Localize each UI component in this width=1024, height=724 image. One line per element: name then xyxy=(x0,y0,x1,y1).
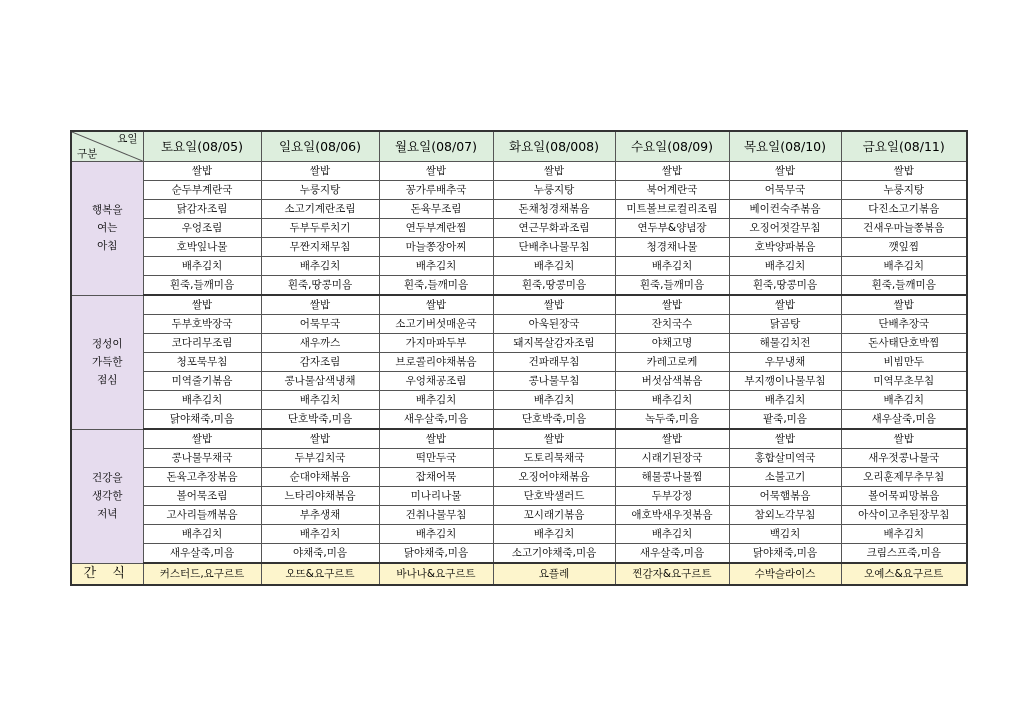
menu-cell: 꼬시래기볶음 xyxy=(493,506,615,525)
menu-cell: 누룽지탕 xyxy=(493,181,615,200)
breakfast-row xyxy=(71,276,967,296)
menu-cell: 돼지목살감자조림 xyxy=(493,334,615,353)
lunch-row xyxy=(71,315,967,334)
menu-cell: 쌀밥 xyxy=(841,295,967,315)
menu-cell: 쌀밥 xyxy=(493,429,615,449)
menu-cell: 브로콜리야채볶음 xyxy=(379,353,493,372)
menu-cell: 배추김치 xyxy=(493,391,615,410)
snack-cell: 오예스&요구르트 xyxy=(841,563,967,585)
menu-cell: 버섯삼색볶음 xyxy=(615,372,729,391)
menu-cell: 배추김치 xyxy=(261,391,379,410)
menu-cell: 배추김치 xyxy=(379,525,493,544)
menu-cell: 베이컨숙주볶음 xyxy=(729,200,841,219)
day-header-row xyxy=(71,131,967,162)
menu-cell: 북어계란국 xyxy=(615,181,729,200)
menu-cell: 배추김치 xyxy=(729,257,841,276)
menu-cell: 시래기된장국 xyxy=(615,449,729,468)
lunch-row xyxy=(71,372,967,391)
dinner-label xyxy=(71,429,143,563)
menu-cell: 호박잎나물 xyxy=(143,238,261,257)
menu-cell: 떡만두국 xyxy=(379,449,493,468)
meal-label-line: 건강을 xyxy=(92,472,123,484)
day-header: 일요일(08/06) xyxy=(261,131,379,162)
menu-cell: 소불고기 xyxy=(729,468,841,487)
lunch-row xyxy=(71,295,967,315)
menu-cell: 새우까스 xyxy=(261,334,379,353)
menu-cell: 연두부계란찜 xyxy=(379,219,493,238)
menu-cell: 닭곰탕 xyxy=(729,315,841,334)
menu-cell: 크림스프죽,미음 xyxy=(841,544,967,564)
menu-cell: 미나리나물 xyxy=(379,487,493,506)
menu-cell: 두부김치국 xyxy=(261,449,379,468)
dinner-row xyxy=(71,449,967,468)
menu-cell: 새우살죽,미음 xyxy=(379,410,493,430)
menu-cell: 새우살죽,미음 xyxy=(143,544,261,564)
menu-cell: 코다리무조림 xyxy=(143,334,261,353)
menu-cell: 느타리야채볶음 xyxy=(261,487,379,506)
menu-cell: 배추김치 xyxy=(379,391,493,410)
dinner-row xyxy=(71,429,967,449)
menu-cell: 순두부계란국 xyxy=(143,181,261,200)
menu-cell: 고사리들깨볶음 xyxy=(143,506,261,525)
menu-cell: 볼어묵피망볶음 xyxy=(841,487,967,506)
dinner-row xyxy=(71,525,967,544)
menu-cell: 쌀밥 xyxy=(143,429,261,449)
menu-cell: 청포묵무침 xyxy=(143,353,261,372)
menu-cell: 배추김치 xyxy=(615,525,729,544)
menu-cell: 다진소고기볶음 xyxy=(841,200,967,219)
menu-cell: 쌀밥 xyxy=(615,429,729,449)
menu-cell: 쌀밥 xyxy=(615,162,729,181)
menu-cell: 쌀밥 xyxy=(261,429,379,449)
breakfast-row xyxy=(71,162,967,181)
menu-cell: 팥죽,미음 xyxy=(729,410,841,430)
menu-cell: 미역줄기볶음 xyxy=(143,372,261,391)
meal-label-line: 점심 xyxy=(97,374,118,386)
breakfast-row xyxy=(71,257,967,276)
breakfast-row xyxy=(71,200,967,219)
menu-cell: 도토리묵채국 xyxy=(493,449,615,468)
snack-cell: 요플레 xyxy=(493,563,615,585)
lunch-row xyxy=(71,391,967,410)
day-header: 목요일(08/10) xyxy=(729,131,841,162)
menu-cell: 단호박죽,미음 xyxy=(261,410,379,430)
menu-cell: 배추김치 xyxy=(261,257,379,276)
menu-cell: 오징어젓갈무침 xyxy=(729,219,841,238)
meal-label-line: 행복을 xyxy=(92,204,123,217)
menu-cell: 닭야채죽,미음 xyxy=(143,410,261,430)
menu-cell: 소고기야채죽,미음 xyxy=(493,544,615,564)
corner-category-label: 구분 xyxy=(77,148,98,160)
menu-cell: 가지마파두부 xyxy=(379,334,493,353)
menu-cell: 두부호박장국 xyxy=(143,315,261,334)
snack-cell: 찐감자&요구르트 xyxy=(615,563,729,585)
menu-cell: 우엉채공조림 xyxy=(379,372,493,391)
meal-label-line: 여는 xyxy=(97,222,118,235)
menu-cell: 비빔만두 xyxy=(841,353,967,372)
menu-cell: 흰죽,들깨미음 xyxy=(143,276,261,296)
menu-cell: 쌀밥 xyxy=(379,429,493,449)
menu-cell: 닭감자조림 xyxy=(143,200,261,219)
menu-cell: 콩나물무채국 xyxy=(143,449,261,468)
menu-cell: 미역무초무침 xyxy=(841,372,967,391)
menu-cell: 감자조림 xyxy=(261,353,379,372)
meal-label-line: 정성이 xyxy=(92,338,123,350)
menu-cell: 배추김치 xyxy=(143,391,261,410)
menu-cell: 돈육무조림 xyxy=(379,200,493,219)
menu-cell: 누룽지탕 xyxy=(841,181,967,200)
menu-cell: 어묵무국 xyxy=(261,315,379,334)
menu-cell: 쌀밥 xyxy=(729,295,841,315)
menu-cell: 배추김치 xyxy=(841,391,967,410)
menu-cell: 닭야채죽,미음 xyxy=(379,544,493,564)
menu-cell: 새우젓콩나물국 xyxy=(841,449,967,468)
menu-cell: 애호박새우젓볶음 xyxy=(615,506,729,525)
snack-label: 간 식 xyxy=(71,563,143,585)
lunch-label xyxy=(71,295,143,429)
menu-cell: 누룽지탕 xyxy=(261,181,379,200)
menu-cell: 배추김치 xyxy=(493,525,615,544)
menu-cell: 깻잎찜 xyxy=(841,238,967,257)
dinner-row xyxy=(71,506,967,525)
menu-cell: 쌀밥 xyxy=(729,429,841,449)
menu-cell: 흰죽,땅콩미음 xyxy=(261,276,379,296)
day-header: 화요일(08/008) xyxy=(493,131,615,162)
lunch-row xyxy=(71,353,967,372)
menu-cell: 백김치 xyxy=(729,525,841,544)
menu-cell: 쌀밥 xyxy=(379,162,493,181)
menu-cell: 우엉조림 xyxy=(143,219,261,238)
menu-cell: 콩나물삼색냉채 xyxy=(261,372,379,391)
menu-body xyxy=(71,162,967,564)
snack-cell: 커스터드,요구르트 xyxy=(143,563,261,585)
menu-cell: 닭야채죽,미음 xyxy=(729,544,841,564)
lunch-row xyxy=(71,334,967,353)
menu-cell: 배추김치 xyxy=(615,391,729,410)
menu-cell: 쌀밥 xyxy=(379,295,493,315)
menu-cell: 배추김치 xyxy=(493,257,615,276)
menu-cell: 배추김치 xyxy=(729,391,841,410)
menu-cell: 홍합살미역국 xyxy=(729,449,841,468)
menu-cell: 연두부&양념장 xyxy=(615,219,729,238)
menu-cell: 아삭이고추된장무침 xyxy=(841,506,967,525)
menu-cell: 우무냉채 xyxy=(729,353,841,372)
menu-cell: 어묵무국 xyxy=(729,181,841,200)
menu-cell: 무짠지채무침 xyxy=(261,238,379,257)
menu-cell: 쌀밥 xyxy=(841,429,967,449)
dinner-row xyxy=(71,487,967,506)
menu-cell: 부추생채 xyxy=(261,506,379,525)
menu-cell: 단호박샐러드 xyxy=(493,487,615,506)
weekly-menu-table xyxy=(70,130,968,586)
menu-cell: 배추김치 xyxy=(841,525,967,544)
menu-cell: 쌀밥 xyxy=(261,162,379,181)
menu-cell: 쌀밥 xyxy=(261,295,379,315)
menu-cell: 야채죽,미음 xyxy=(261,544,379,564)
menu-cell: 흰죽,들깨미음 xyxy=(615,276,729,296)
day-header: 토요일(08/05) xyxy=(143,131,261,162)
menu-cell: 돈사태단호박찜 xyxy=(841,334,967,353)
meal-label-line: 아침 xyxy=(97,240,118,253)
menu-cell: 단호박죽,미음 xyxy=(493,410,615,430)
menu-cell: 오리훈제무추무침 xyxy=(841,468,967,487)
menu-cell: 단배추나물무침 xyxy=(493,238,615,257)
menu-cell: 연근무화과조림 xyxy=(493,219,615,238)
menu-cell: 두부두루치기 xyxy=(261,219,379,238)
day-header: 월요일(08/07) xyxy=(379,131,493,162)
menu-cell: 쌀밥 xyxy=(143,295,261,315)
menu-cell: 두부강정 xyxy=(615,487,729,506)
menu-cell: 돈채청경채볶음 xyxy=(493,200,615,219)
menu-cell: 돈육고추장볶음 xyxy=(143,468,261,487)
menu-cell: 배추김치 xyxy=(379,257,493,276)
menu-cell: 건취나물무침 xyxy=(379,506,493,525)
breakfast-row xyxy=(71,219,967,238)
menu-cell: 쌀밥 xyxy=(729,162,841,181)
day-header: 금요일(08/11) xyxy=(841,131,967,162)
meal-label-line: 저녁 xyxy=(97,508,118,520)
menu-cell: 카레고로케 xyxy=(615,353,729,372)
menu-cell: 소고기계란조림 xyxy=(261,200,379,219)
breakfast-row xyxy=(71,181,967,200)
lunch-row xyxy=(71,410,967,430)
menu-cell: 배추김치 xyxy=(615,257,729,276)
menu-cell: 꽁가루배추국 xyxy=(379,181,493,200)
menu-cell: 잡채어묵 xyxy=(379,468,493,487)
menu-cell: 호박양파볶음 xyxy=(729,238,841,257)
menu-cell: 쌀밥 xyxy=(143,162,261,181)
corner-day-label: 요일 xyxy=(117,133,138,145)
corner-header-cell xyxy=(71,131,143,162)
menu-cell: 순대야채볶음 xyxy=(261,468,379,487)
breakfast-row xyxy=(71,238,967,257)
menu-cell: 건새우마늘쫑볶음 xyxy=(841,219,967,238)
menu-cell: 콩나물무침 xyxy=(493,372,615,391)
menu-cell: 해물김치전 xyxy=(729,334,841,353)
menu-cell: 어묵햄볶음 xyxy=(729,487,841,506)
dinner-row xyxy=(71,544,967,564)
dinner-row xyxy=(71,468,967,487)
breakfast-label xyxy=(71,162,143,296)
menu-cell: 미트볼브로컬리조림 xyxy=(615,200,729,219)
menu-cell: 잔치국수 xyxy=(615,315,729,334)
menu-cell: 볼어묵조림 xyxy=(143,487,261,506)
menu-cell: 쌀밥 xyxy=(493,295,615,315)
snack-row xyxy=(71,563,967,585)
menu-cell: 야채고명 xyxy=(615,334,729,353)
menu-cell: 건파래무침 xyxy=(493,353,615,372)
menu-cell: 배추김치 xyxy=(841,257,967,276)
menu-cell: 쌀밥 xyxy=(493,162,615,181)
meal-label-line: 가득한 xyxy=(92,356,123,368)
menu-cell: 새우살죽,미음 xyxy=(615,544,729,564)
snack-cell: 바나나&요구르트 xyxy=(379,563,493,585)
menu-cell: 청경채나물 xyxy=(615,238,729,257)
menu-cell: 녹두죽,미음 xyxy=(615,410,729,430)
menu-cell: 쌀밥 xyxy=(841,162,967,181)
menu-cell: 참외노각무침 xyxy=(729,506,841,525)
snack-cell: 수박슬라이스 xyxy=(729,563,841,585)
menu-cell: 마늘쫑장아찌 xyxy=(379,238,493,257)
menu-cell: 단배추장국 xyxy=(841,315,967,334)
menu-cell: 아욱된장국 xyxy=(493,315,615,334)
menu-cell: 새우살죽,미음 xyxy=(841,410,967,430)
day-header: 수요일(08/09) xyxy=(615,131,729,162)
menu-cell: 부지깽이나물무침 xyxy=(729,372,841,391)
menu-cell: 오징어야채볶음 xyxy=(493,468,615,487)
menu-cell: 흰죽,땅콩미음 xyxy=(493,276,615,296)
snack-cell: 오뜨&요구르트 xyxy=(261,563,379,585)
menu-cell: 흰죽,들깨미음 xyxy=(841,276,967,296)
menu-cell: 흰죽,땅콩미음 xyxy=(729,276,841,296)
menu-cell: 배추김치 xyxy=(143,525,261,544)
menu-cell: 쌀밥 xyxy=(615,295,729,315)
menu-cell: 해물콩나물찜 xyxy=(615,468,729,487)
menu-cell: 배추김치 xyxy=(143,257,261,276)
meal-label-line: 생각한 xyxy=(92,490,123,502)
menu-cell: 흰죽,들깨미음 xyxy=(379,276,493,296)
menu-cell: 소고기버섯매운국 xyxy=(379,315,493,334)
menu-cell: 배추김치 xyxy=(261,525,379,544)
